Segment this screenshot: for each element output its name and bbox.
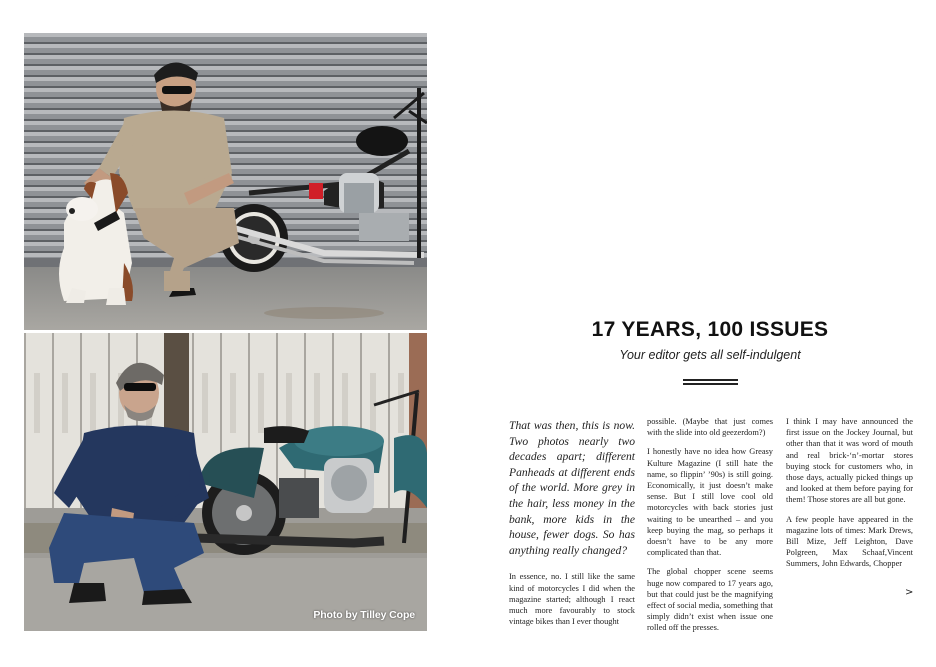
body-paragraph: I honestly have no idea how Greasy Kulture Magazine (I still hate the name, so flippin’ ’90s) is still going. Economically, it just doesn’t make sense. But I still love cool old motorcycles with back stories just waiting to be unearthed – and you keep buying the mag, so perhaps it doesn’t have to be any more complicated than that.: [647, 447, 773, 558]
photo-man-dog-chopper: [24, 33, 427, 330]
text-column-3: [786, 416, 913, 578]
body-paragraph: possible. (Maybe that just comes with the slide into old geezerdom?): [647, 417, 773, 438]
title-rule-top: [683, 379, 738, 381]
article-standfirst: Your editor gets all self-indulgent: [619, 348, 801, 362]
body-paragraph: The global chopper scene seems huge now compared to 17 years ago, but that could just be the magnifying effect of social media, something that simply didn’t exist when issue one rolled off the presses.: [647, 567, 773, 633]
lead-paragraph: That was then, this is now. Two photos nearly two decades apart; different Panheads at different ends of the world. More grey in the hair, less money in the bank, more kids in the house, fewer dogs. So has anything really changed?: [509, 419, 635, 557]
title-rule-bottom: [683, 383, 738, 385]
text-column-2: [647, 416, 773, 642]
text-column-1: [509, 418, 635, 635]
continue-arrow: >: [905, 587, 914, 598]
body-paragraph: A few people have appeared in the magazine lots of times: Mark Drews, Bill Mize, Jeff Leighton, Dave Polgreen, Max Schaaf,Vincent Summers, John Edwards, Chopper: [786, 514, 913, 569]
photo-credit: Photo by Tilley Cope: [313, 609, 415, 621]
article-title: 17 YEARS, 100 ISSUES: [591, 318, 829, 341]
body-paragraph: In essence, no. I still like the same kind of motorcycles I did when the magazine started; although I react much more favourably to stock vintage bikes than I ever thought: [509, 572, 635, 627]
photo-top-illustration: [24, 33, 427, 330]
photo-man-panhead: [24, 333, 427, 631]
body-paragraph: I think I may have announced the first issue on the Jockey Journal, but other than that it was word of mouth and real brick-‘n’-mortar stores buying stock for customers who, in those days, actually picked things up and looked at them before paying for them! Those stores are all but gone.: [786, 417, 913, 505]
photo-bottom-illustration: [24, 333, 427, 631]
